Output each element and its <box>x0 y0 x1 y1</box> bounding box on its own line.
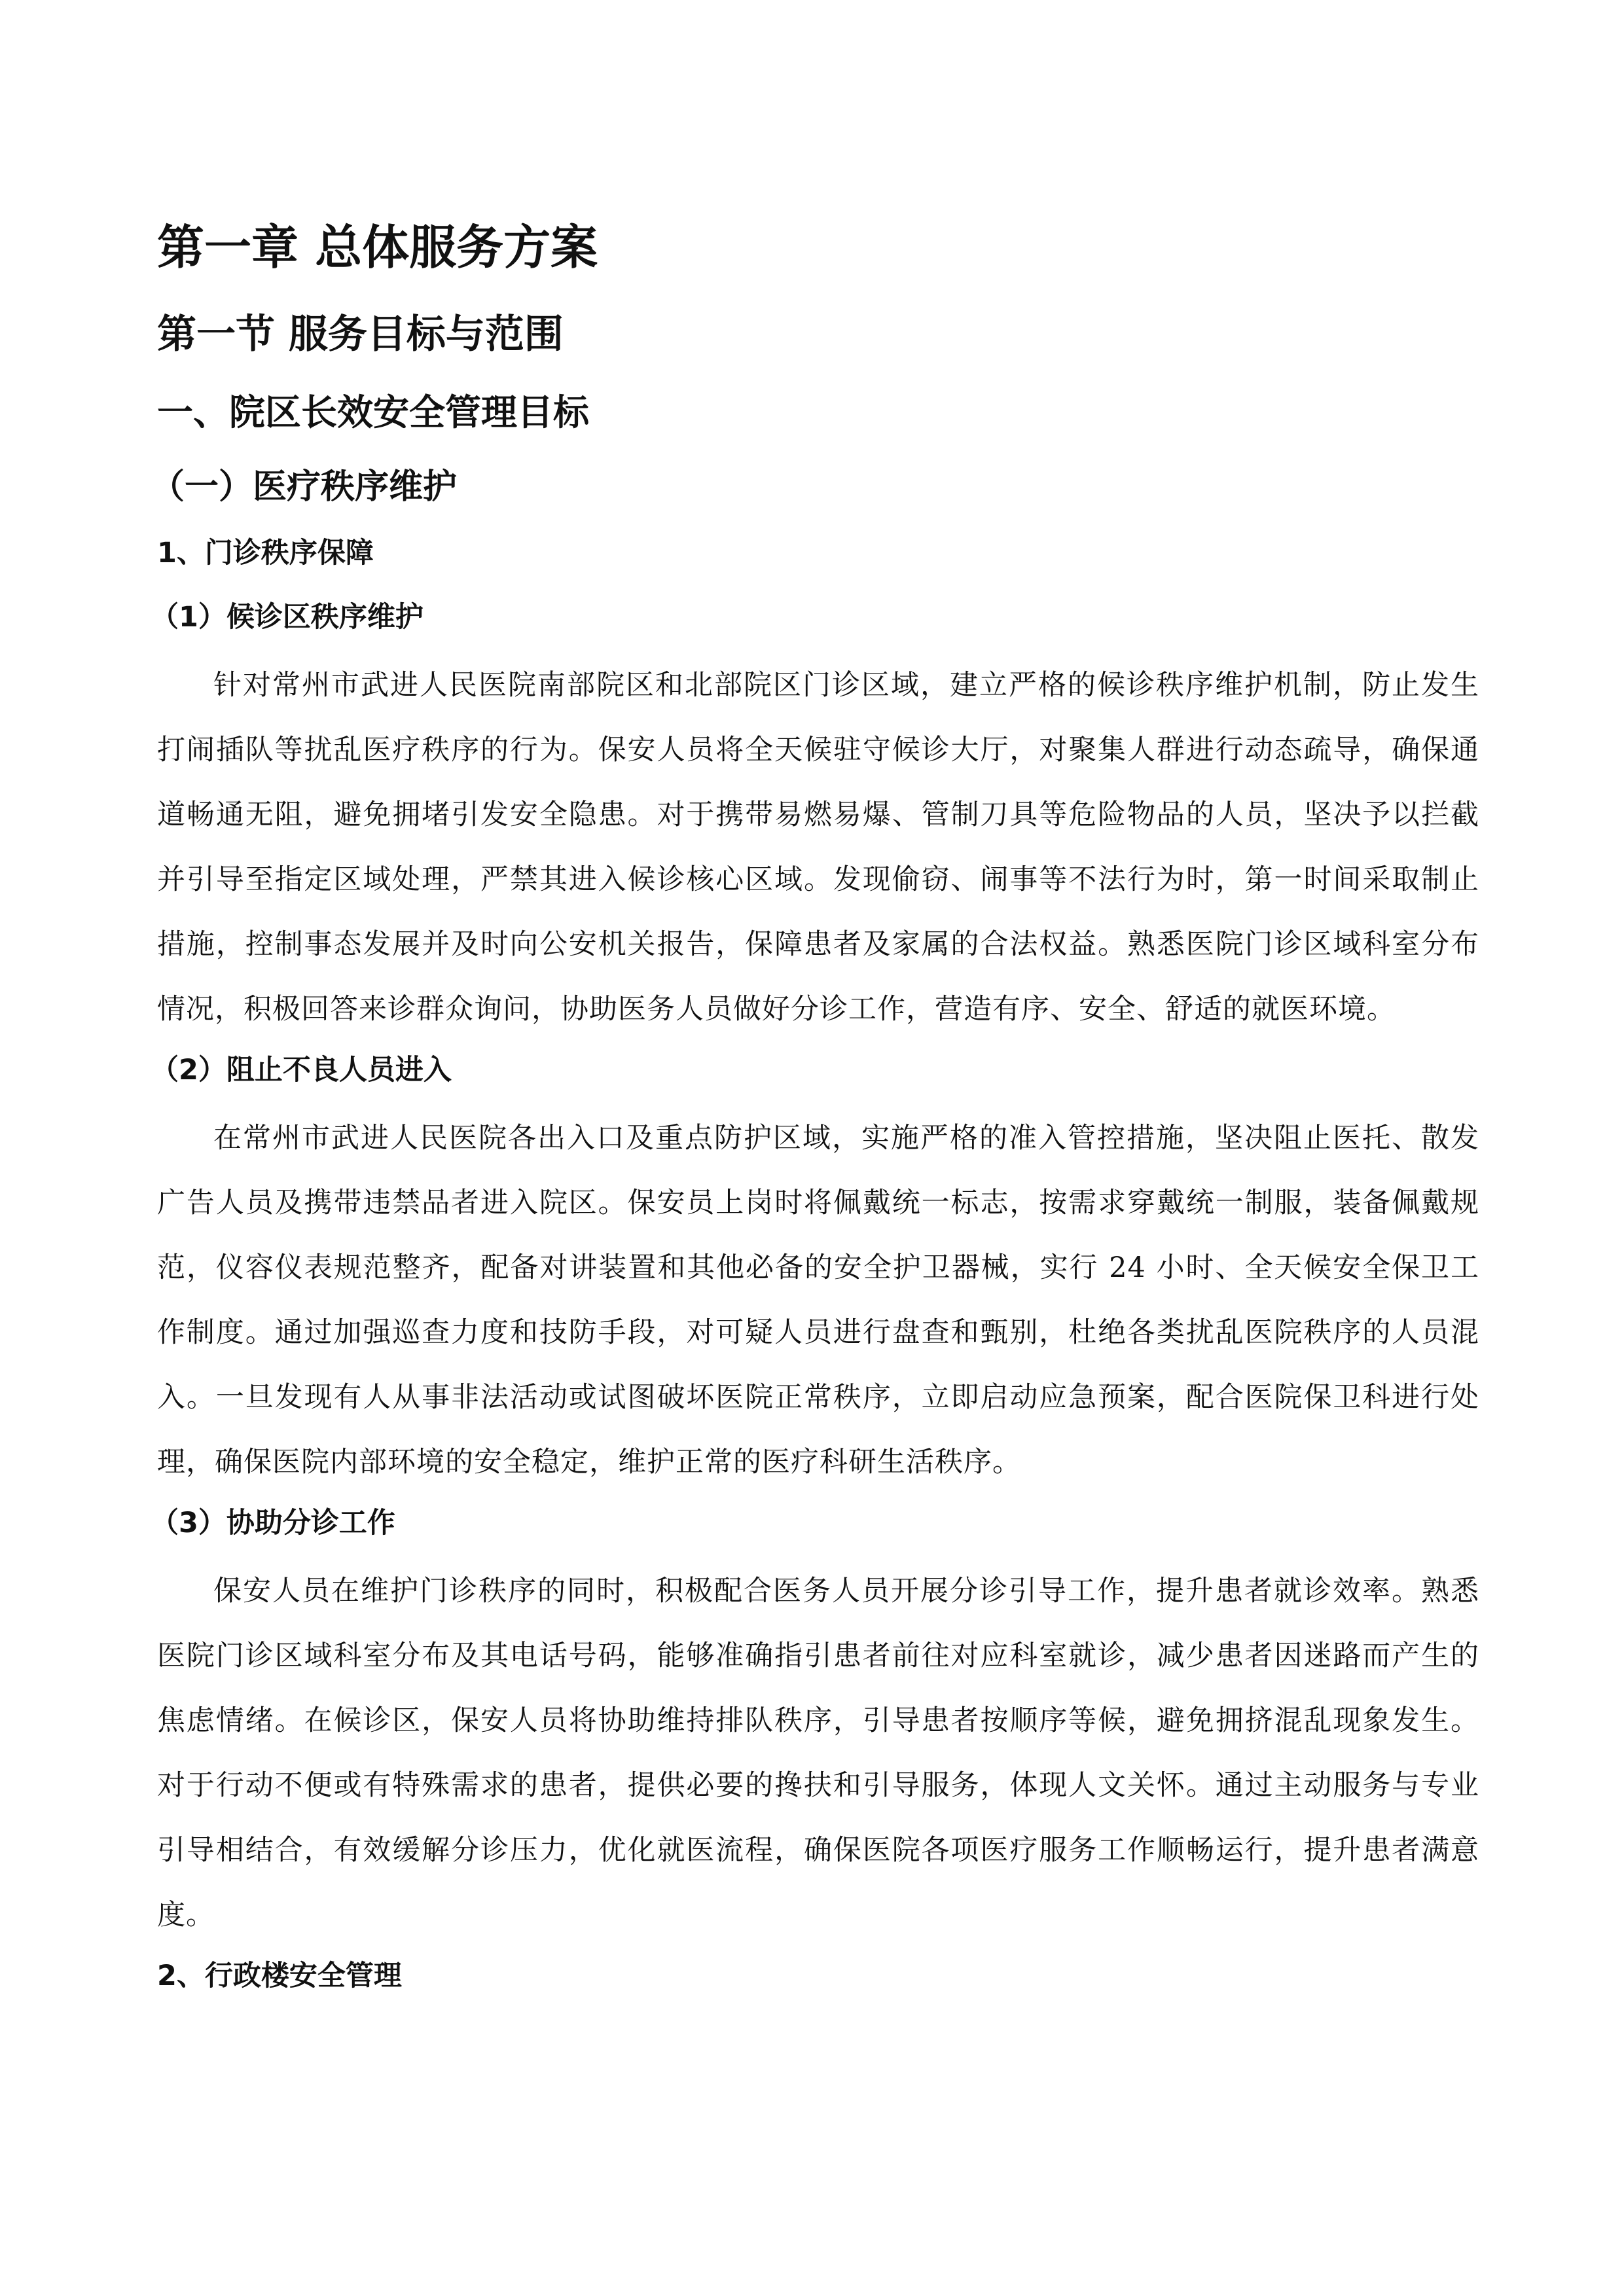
paragraph-block-entry: 在常州市武进人民医院各出入口及重点防护区域，实施严格的准入管控措施，坚决阻止医托、散发广告人员及携带违禁品者进入院区。保安员上岗时将佩戴统一标志，按需求穿戴统一制服，装备佩戴规范，仪容仪表规范整齐，配备对讲装置和其他必备的安全护卫器械，实行 24 小时、全天候安全保卫工作制度。通过加强巡查力度和技防手段，对可疑人员进行盘查和甄别，杜绝各类扰乱医院秩序的人员混入。一旦发现有人从事非法活动或试图破坏医院正常秩序，立即启动应急预案，配合医院保卫科进行处理，确保医院内部环境的安全稳定，维护正常的医疗科研生活秩序。 <box>157 1122 1479 1479</box>
paragraph-triage: 保安人员在维护门诊秩序的同时，积极配合医务人员开展分诊引导工作，提升患者就诊效率。熟悉医院门诊区域科室分布及其电话号码，能够准确指引患者前往对应科室就诊，减少患者因迷路而产生的焦虑情绪。在候诊区，保安人员将协助维持排队秩序，引导患者按顺序等候，避免拥挤混乱现象发生。对于行动不便或有特殊需求的患者，提供必要的搀扶和引导服务，体现人文关怀。通过主动服务与专业引导相结合，有效缓解分诊压力，优化就医流程，确保医院各项医疗服务工作顺畅运行，提升患者满意度。 <box>157 1575 1479 1931</box>
item-heading-outpatient-order: 1、门诊秩序保障 <box>157 537 374 569</box>
chapter-title: 第一章 总体服务方案 <box>157 220 598 275</box>
item-heading-admin-building: 2、行政楼安全管理 <box>157 1960 402 1992</box>
subitem-heading-block-entry: （2）阻止不良人员进入 <box>151 1054 452 1086</box>
paragraph-waiting-area: 针对常州市武进人民医院南部院区和北部院区门诊区域，建立严格的候诊秩序维护机制，防止发生打闹插队等扰乱医疗秩序的行为。保安人员将全天候驻守候诊大厅，对聚集人群进行动态疏导，确保通道畅通无阻，避免拥堵引发安全隐患。对于携带易燃易爆、管制刀具等危险物品的人员，坚决予以拦截并引导至指定区域处理，严禁其进入候诊核心区域。发现偷窃、闹事等不法行为时，第一时间采取制止措施，控制事态发展并及时向公安机关报告，保障患者及家属的合法权益。熟悉医院门诊区域科室分布情况，积极回答来诊群众询问，协助医务人员做好分诊工作，营造有序、安全、舒适的就医环境。 <box>157 669 1479 1026</box>
section-title: 第一节 服务目标与范围 <box>157 312 564 357</box>
document-page <box>151 216 1479 2020</box>
subitem-heading-waiting-area: （1）候诊区秩序维护 <box>151 601 424 634</box>
subsection-title: 一、院区长效安全管理目标 <box>157 391 590 433</box>
subsubsection-title: （一）医疗秩序维护 <box>151 467 458 507</box>
subitem-heading-triage: （3）协助分诊工作 <box>151 1507 395 1539</box>
